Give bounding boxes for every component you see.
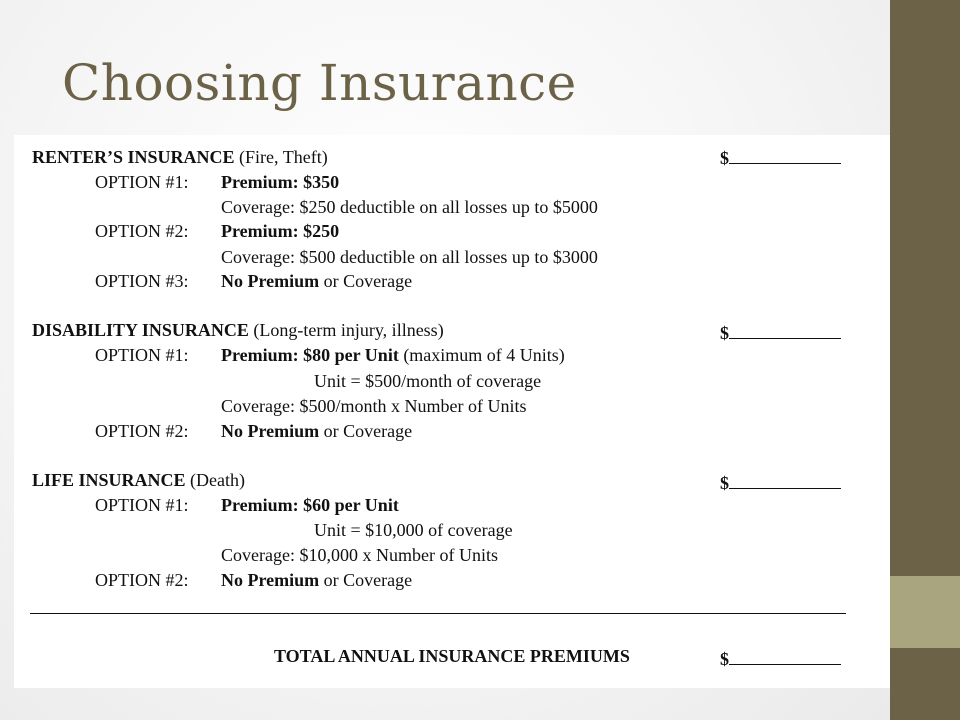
option-detail: Premium: $250: [221, 221, 340, 241]
option-detail: Premium: $60 per Unit: [221, 495, 399, 515]
option-detail: Coverage: $500 deductible on all losses up to $3000: [221, 247, 598, 267]
amount-blank: $: [720, 146, 841, 169]
slide-title: Choosing Insurance: [62, 54, 577, 112]
option-detail: Unit = $10,000 of coverage: [314, 520, 513, 540]
option-detail: No Premium or Coverage: [221, 570, 413, 590]
option-detail: Coverage: $10,000 x Number of Units: [221, 545, 498, 565]
divider-line: [30, 613, 846, 614]
option-label: OPTION #1:: [95, 172, 189, 192]
amount-blank: $: [720, 321, 841, 344]
option-label: OPTION #2:: [95, 221, 189, 241]
total-amount-blank: $: [720, 647, 841, 670]
amount-blank: $: [720, 471, 841, 494]
side-bar-accent: [890, 576, 960, 648]
option-detail: Premium: $350: [221, 172, 340, 192]
option-label: OPTION #1:: [95, 495, 189, 515]
section-heading: DISABILITY INSURANCE (Long-term injury, illness): [32, 320, 444, 340]
insurance-worksheet: [14, 135, 890, 688]
option-detail: Coverage: $250 deductible on all losses up to $5000: [221, 197, 598, 217]
option-detail: No Premium or Coverage: [221, 421, 413, 441]
section-heading: LIFE INSURANCE (Death): [32, 470, 245, 490]
option-detail: Premium: $80 per Unit (maximum of 4 Units): [221, 345, 565, 365]
section-heading: RENTER’S INSURANCE (Fire, Theft): [32, 147, 328, 167]
option-label: OPTION #2:: [95, 421, 189, 441]
total-label: TOTAL ANNUAL INSURANCE PREMIUMS: [274, 646, 630, 666]
option-detail: No Premium or Coverage: [221, 271, 413, 291]
option-label: OPTION #3:: [95, 271, 189, 291]
option-detail: Unit = $500/month of coverage: [314, 371, 542, 391]
option-label: OPTION #1:: [95, 345, 189, 365]
option-detail: Coverage: $500/month x Number of Units: [221, 396, 527, 416]
option-label: OPTION #2:: [95, 570, 189, 590]
